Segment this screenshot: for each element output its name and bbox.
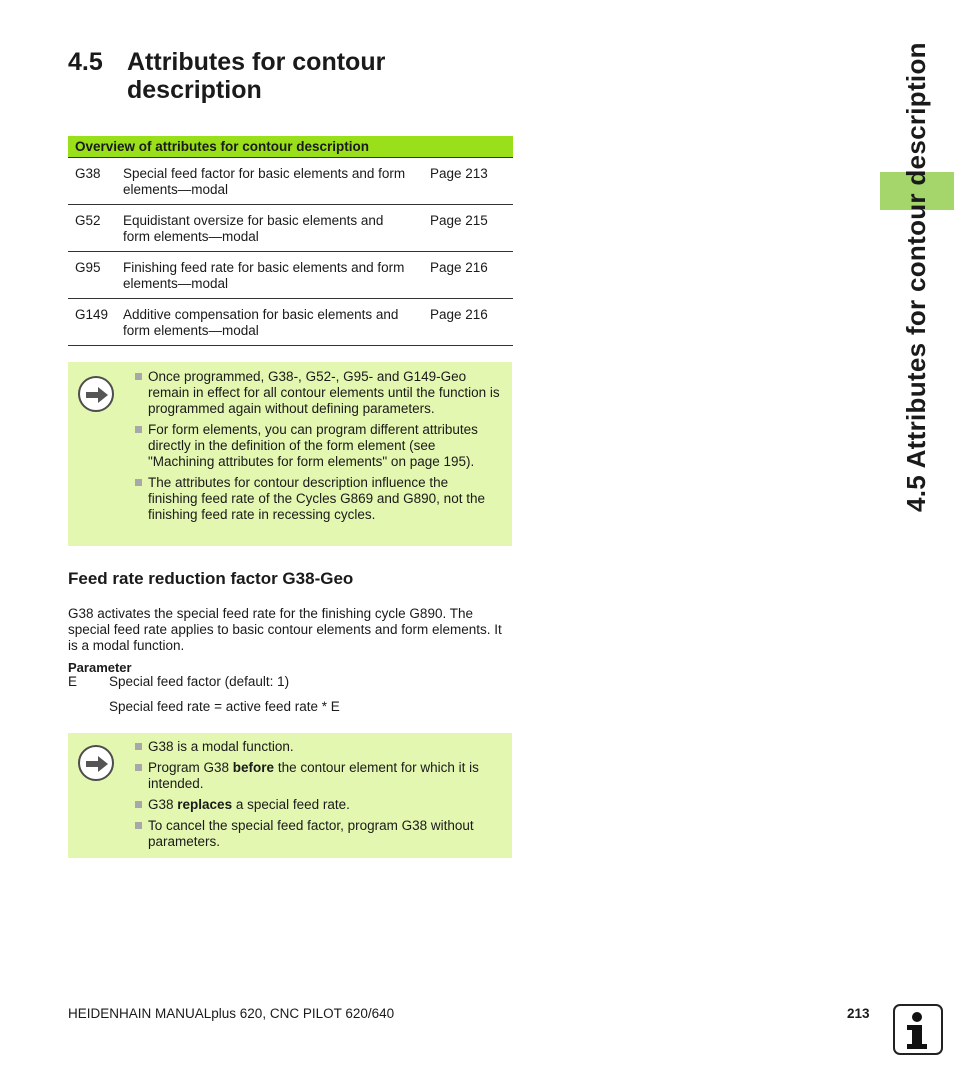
parameter-description: Special feed factor (default: 1) bbox=[109, 674, 290, 689]
arrow-right-icon bbox=[78, 745, 114, 781]
bullet-text: a special feed rate. bbox=[232, 797, 350, 812]
bullet-emphasis: replaces bbox=[177, 797, 233, 812]
parameter-label: Parameter bbox=[68, 660, 132, 675]
row-page-ref[interactable]: Page 215 bbox=[430, 213, 488, 228]
formula: Special feed rate = active feed rate * E bbox=[109, 699, 340, 714]
subsection-paragraph: G38 activates the special feed rate for the finishing cycle G890. The special feed rate applies to basic contour elements and form elements. It is a modal function. bbox=[68, 606, 502, 653]
bullet-text: G38 bbox=[148, 797, 178, 812]
row-code: G95 bbox=[75, 260, 101, 275]
subsection-title: Feed rate reduction factor G38-Geo bbox=[68, 569, 354, 588]
side-tab-title: 4.5 Attributes for contour description bbox=[901, 42, 931, 512]
note-box-1 bbox=[68, 362, 512, 546]
row-code: G52 bbox=[75, 213, 101, 228]
arrow-right-icon bbox=[78, 376, 114, 412]
bullet-emphasis: before bbox=[232, 760, 275, 775]
section-number: 4.5 bbox=[68, 48, 103, 76]
note-bullet: For form elements, you can program different attributes directly in the definition of the form element (see "Machining attributes for form elements" on page 195). bbox=[134, 422, 500, 470]
bullet-text: the contour element for which it is intended. bbox=[148, 760, 479, 791]
note-bullet: The attributes for contour description influence the finishing feed rate of the Cycles G869 and G890, not the finishing feed rate in recessing cycles. bbox=[134, 475, 500, 523]
row-description: Special feed factor for basic elements and form elements—modal bbox=[123, 166, 406, 197]
note-bullet bbox=[134, 760, 500, 792]
table-row bbox=[68, 251, 513, 298]
bullet-text: Program G38 bbox=[148, 760, 233, 775]
section-title: Attributes for contour description bbox=[127, 48, 386, 104]
row-description: Finishing feed rate for basic elements and form elements—modal bbox=[123, 260, 405, 291]
footer-text: HEIDENHAIN MANUALplus 620, CNC PILOT 620/640 bbox=[68, 1006, 395, 1021]
note-bullet bbox=[134, 797, 500, 813]
attributes-table bbox=[68, 136, 513, 346]
table-row bbox=[68, 204, 513, 251]
row-page-ref[interactable]: Page 216 bbox=[430, 260, 488, 275]
parameter-letter: E bbox=[68, 674, 78, 689]
row-description: Equidistant oversize for basic elements and form elements—modal bbox=[123, 213, 384, 244]
info-icon bbox=[893, 1004, 943, 1055]
row-code: G149 bbox=[75, 307, 109, 322]
row-description: Additive compensation for basic elements and form elements—modal bbox=[123, 307, 399, 338]
page-number: 213 bbox=[847, 1006, 870, 1021]
note-box-2 bbox=[68, 733, 512, 858]
table-row bbox=[68, 298, 513, 346]
table-header: Overview of attributes for contour description bbox=[68, 136, 513, 157]
table-row bbox=[68, 157, 513, 204]
row-page-ref[interactable]: Page 213 bbox=[430, 166, 488, 181]
row-page-ref[interactable]: Page 216 bbox=[430, 307, 488, 322]
row-code: G38 bbox=[75, 166, 101, 181]
note-bullet: G38 is a modal function. bbox=[134, 739, 500, 755]
note-bullet: Once programmed, G38-, G52-, G95- and G149-Geo remain in effect for all contour elements until the function is programmed again without defining parameters. bbox=[134, 369, 500, 417]
note-bullet: To cancel the special feed factor, program G38 without parameters. bbox=[134, 818, 500, 850]
